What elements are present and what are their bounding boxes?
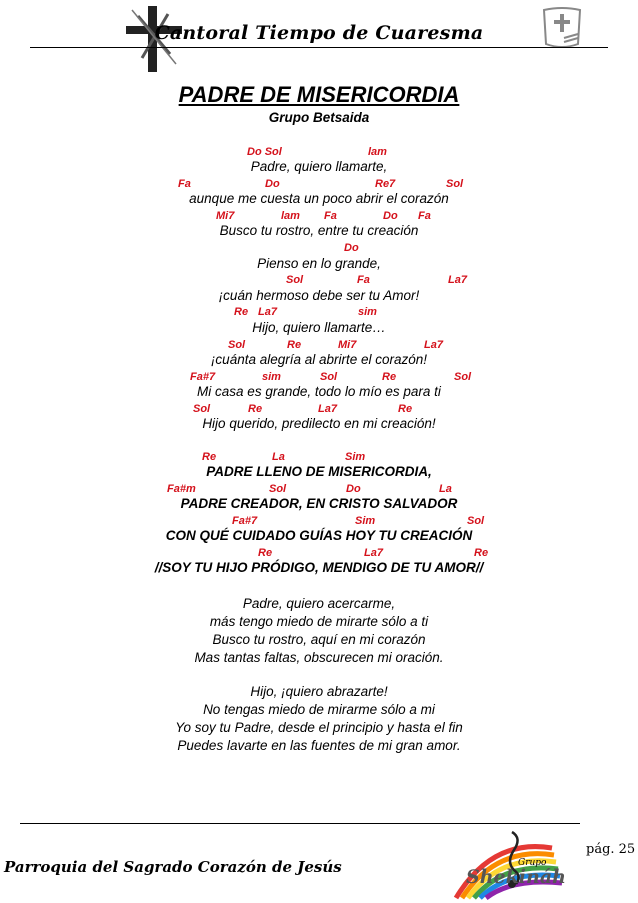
chord: Sol <box>228 339 246 351</box>
chord: Re7 <box>375 178 396 190</box>
chord-row <box>0 403 638 417</box>
page-number: pág. 25 <box>586 842 636 857</box>
chord-row <box>0 146 638 160</box>
chord: Re <box>474 547 489 559</box>
lyric-line: Yo soy tu Padre, desde el principio y hasta el fin <box>175 720 463 735</box>
chord: La7 <box>364 547 383 559</box>
lyric-line: Puedes lavarte en las fuentes de mi gran amor. <box>177 738 461 753</box>
footer-divider <box>20 823 580 824</box>
logo-name: Shekináh <box>466 866 566 888</box>
lyric-line: Mi casa es grande, todo lo mío es para ti <box>197 384 441 399</box>
lyric-line: Hijo, quiero llamarte… <box>252 320 386 335</box>
chord-row <box>0 339 638 353</box>
chord: La7 <box>424 339 443 351</box>
chord: Sol <box>269 483 287 495</box>
chord: Do <box>383 210 398 222</box>
lyric-line: más tengo miedo de mirarte sólo a ti <box>209 614 429 629</box>
rainbow-music-logo-icon <box>452 828 572 900</box>
chord: La7 <box>318 403 337 415</box>
header-divider <box>30 47 608 48</box>
lyric-line: Pienso en lo grande, <box>257 256 381 271</box>
chord: Mi7 <box>338 339 357 351</box>
lyric-line: ¡cuánta alegría al abrirte el corazón! <box>210 352 428 367</box>
chord: Sol <box>467 515 485 527</box>
chord: La <box>439 483 452 495</box>
chord-row <box>0 547 638 561</box>
chord: Re <box>258 547 273 559</box>
chord: sim <box>358 306 377 318</box>
chord-row <box>0 306 638 320</box>
chord: Re <box>248 403 263 415</box>
chord: Sol <box>193 403 211 415</box>
chord-row <box>0 483 638 497</box>
chord: Sim <box>345 451 366 463</box>
chorus-line: //SOY TU HIJO PRÓDIGO, MENDIGO DE TU AMOR// <box>154 560 484 575</box>
chord: Sim <box>355 515 376 527</box>
chord: Do Sol <box>247 146 282 158</box>
chord: Fa#7 <box>232 515 258 527</box>
chord: lam <box>281 210 300 222</box>
chord: La7 <box>448 274 467 286</box>
chord: La7 <box>258 306 277 318</box>
chord: Re <box>287 339 302 351</box>
chord: sim <box>262 371 281 383</box>
chord-row <box>0 274 638 288</box>
lyric-line: Mas tantas faltas, obscurecen mi oración. <box>194 650 444 665</box>
lyric-line: Padre, quiero acercarme, <box>242 596 396 611</box>
chord-row <box>0 371 638 385</box>
chord: Do <box>265 178 280 190</box>
lyric-line: aunque me cuesta un poco abrir el corazón <box>189 191 449 206</box>
song-title: PADRE DE MISERICORDIA <box>178 82 460 107</box>
chorus-line: PADRE LLENO DE MISERICORDIA, <box>206 464 432 479</box>
chord: Do <box>344 242 359 254</box>
chord: Fa <box>418 210 431 222</box>
chord: Sol <box>286 274 304 286</box>
lyric-line: Padre, quiero llamarte, <box>250 159 388 174</box>
chord-row <box>0 210 638 224</box>
chord: Fa <box>357 274 370 286</box>
chord-row <box>0 515 638 529</box>
chorus-line: PADRE CREADOR, EN CRISTO SALVADOR <box>180 496 458 511</box>
chord: Fa#7 <box>190 371 216 383</box>
lyric-line: Busco tu rostro, aquí en mi corazón <box>212 632 426 647</box>
chord: Fa <box>178 178 191 190</box>
logo-grupo-label: Grupo <box>518 858 547 868</box>
lyric-line: No tengas miedo de mirarme sólo a mi <box>203 702 435 717</box>
song-artist: Grupo Betsaida <box>268 110 370 125</box>
chord: Mi7 <box>216 210 235 222</box>
parish-name: Parroquia del Sagrado Corazón de Jesús <box>4 858 342 876</box>
lyric-line: ¡cuán hermoso debe ser tu Amor! <box>218 288 420 303</box>
chord: Fa <box>324 210 337 222</box>
header-title: Cantoral Tiempo de Cuaresma <box>154 22 484 44</box>
chord: Sol <box>320 371 338 383</box>
chord: Sol <box>454 371 472 383</box>
chord-row <box>0 178 638 192</box>
lyric-line: Hijo querido, predilecto en mi creación! <box>202 416 436 431</box>
chord: Re <box>382 371 397 383</box>
chord: lam <box>368 146 387 158</box>
chord-row <box>0 242 638 256</box>
chorus-line: CON QUÉ CUIDADO GUÍAS HOY TU CREACIÓN <box>165 528 473 543</box>
chord: Re <box>234 306 249 318</box>
chord: Re <box>202 451 217 463</box>
lyric-line: Hijo, ¡quiero abrazarte! <box>250 684 388 699</box>
chord: Fa#m <box>167 483 196 495</box>
chord-row <box>0 451 638 465</box>
lyric-line: Busco tu rostro, entre tu creación <box>219 223 419 238</box>
chord: Do <box>346 483 361 495</box>
chord: La <box>272 451 285 463</box>
chord: Sol <box>446 178 464 190</box>
chord: Re <box>398 403 413 415</box>
